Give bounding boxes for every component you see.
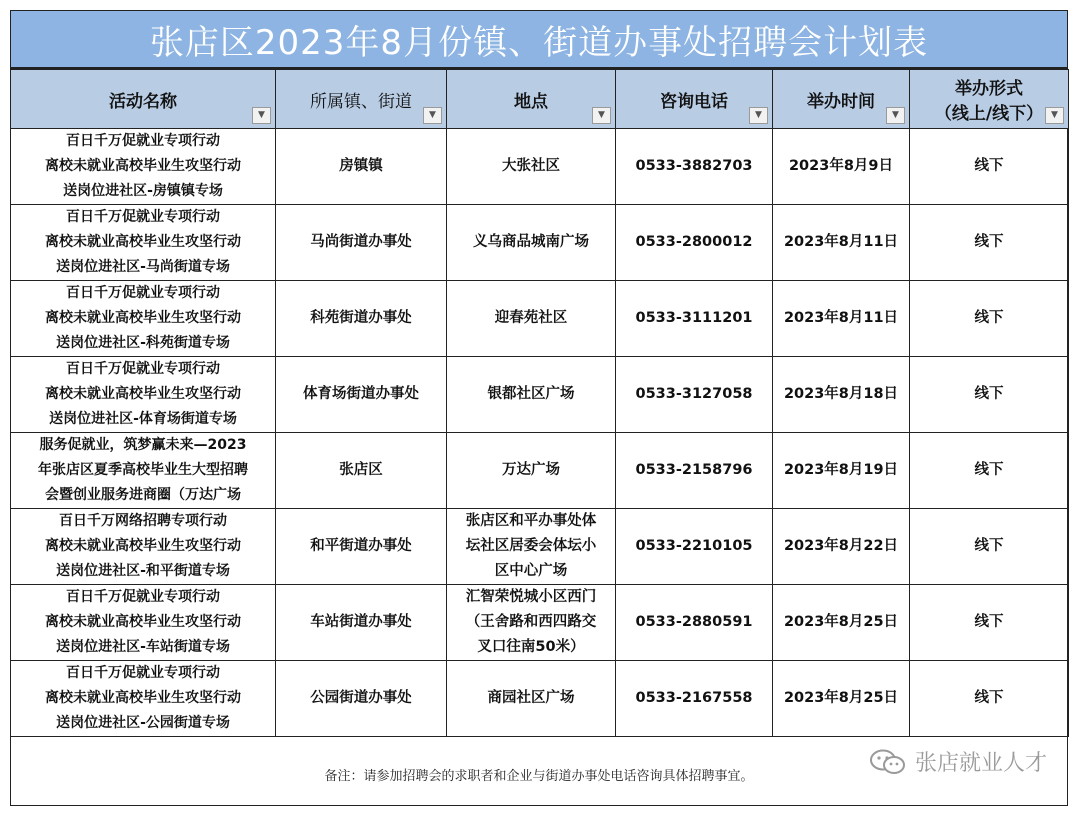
cell-town[interactable] xyxy=(276,357,447,433)
table-row xyxy=(11,357,1069,433)
cell-text: 2023年8月25日 xyxy=(783,690,899,706)
col-header-place[interactable] xyxy=(447,70,616,129)
col-header-label: 活动名称 xyxy=(109,91,177,112)
cell-activity-name[interactable] xyxy=(11,357,276,433)
cell-text-line: 送岗位进社区-体育场街道专场 xyxy=(49,411,237,427)
cell-date[interactable] xyxy=(773,357,910,433)
cell-place[interactable] xyxy=(447,281,616,357)
cell-date[interactable] xyxy=(773,129,910,205)
cell-form[interactable] xyxy=(910,357,1069,433)
cell-text-line: 离校未就业高校毕业生攻坚行动 xyxy=(45,690,241,706)
note-text: 备注：请参加招聘会的求职者和企业与街道办事处电话咨询具体招聘事宜。 xyxy=(324,769,754,784)
watermark-text: 张店就业人才 xyxy=(914,751,1047,776)
cell-town[interactable] xyxy=(276,509,447,585)
cell-place[interactable] xyxy=(447,357,616,433)
col-header-label: 举办时间 xyxy=(807,91,875,112)
header-row xyxy=(11,70,1069,129)
cell-text: 2023年8月19日 xyxy=(783,462,899,478)
cell-phone[interactable] xyxy=(616,509,773,585)
cell-text-line: 百日千万促就业专项行动 xyxy=(66,589,220,605)
cell-text-line: 百日千万促就业专项行动 xyxy=(66,285,220,301)
cell-date[interactable] xyxy=(773,509,910,585)
table-row xyxy=(11,205,1069,281)
cell-text: 车站街道办事处 xyxy=(310,614,412,630)
cell-text: 0533-3127058 xyxy=(635,386,753,402)
cell-text: 2023年8月25日 xyxy=(783,614,899,630)
col-header-label: 所属镇、街道 xyxy=(310,91,412,112)
watermark xyxy=(869,746,1047,777)
cell-text: 2023年8月11日 xyxy=(783,310,899,326)
cell-text-line: 区中心广场 xyxy=(494,563,568,579)
cell-phone[interactable] xyxy=(616,661,773,737)
cell-text: 0533-2210105 xyxy=(635,538,753,554)
cell-text: 0533-3111201 xyxy=(635,310,753,326)
table-row xyxy=(11,129,1069,205)
cell-date[interactable] xyxy=(773,585,910,661)
cell-text-line: 会暨创业服务进商圈（万达广场 xyxy=(45,487,241,503)
spreadsheet xyxy=(10,10,1068,806)
cell-text-line: 送岗位进社区-和平街道专场 xyxy=(56,563,230,579)
schedule-table xyxy=(10,69,1069,737)
cell-text-line: 百日千万网络招聘专项行动 xyxy=(59,513,227,529)
cell-text: 0533-2158796 xyxy=(635,462,753,478)
cell-text: 线下 xyxy=(974,310,1004,326)
col-header-phone[interactable] xyxy=(616,70,773,129)
col-header-label: 地点 xyxy=(514,91,548,112)
table-row xyxy=(11,509,1069,585)
cell-text-line: 服务促就业，筑梦赢未来—2023 xyxy=(39,437,247,453)
cell-activity-name[interactable] xyxy=(11,205,276,281)
cell-town[interactable] xyxy=(276,205,447,281)
cell-text: 线下 xyxy=(974,158,1004,174)
cell-place[interactable] xyxy=(447,661,616,737)
cell-date[interactable] xyxy=(773,661,910,737)
table-row xyxy=(11,281,1069,357)
cell-text-line: 坛社区居委会体坛小 xyxy=(465,538,597,554)
page-title: 张店区2023年8月份镇、街道办事处招聘会计划表 xyxy=(11,11,1067,69)
col-header-label: 咨询电话 xyxy=(660,91,728,112)
cell-phone[interactable] xyxy=(616,433,773,509)
cell-text: 体育场街道办事处 xyxy=(303,386,419,402)
table-body xyxy=(11,129,1069,737)
cell-activity-name[interactable] xyxy=(11,509,276,585)
cell-text: 马尚街道办事处 xyxy=(310,234,412,250)
cell-text: 0533-2880591 xyxy=(635,614,753,630)
cell-phone[interactable] xyxy=(616,129,773,205)
cell-text-line: 百日千万促就业专项行动 xyxy=(66,665,220,681)
col-header-label: （线上/线下） xyxy=(934,104,1044,124)
cell-phone[interactable] xyxy=(616,281,773,357)
cell-text: 2023年8月18日 xyxy=(783,386,899,402)
cell-form[interactable] xyxy=(910,661,1069,737)
cell-date[interactable] xyxy=(773,433,910,509)
cell-text: 公园街道办事处 xyxy=(310,690,412,706)
cell-text-line: 送岗位进社区-公园街道专场 xyxy=(56,715,230,731)
cell-text-line: 义乌商品城南广场 xyxy=(473,234,589,250)
dropdown-arrow-icon[interactable]: ▼ xyxy=(749,107,768,124)
cell-text-line: 离校未就业高校毕业生攻坚行动 xyxy=(45,614,241,630)
dropdown-arrow-icon[interactable]: ▼ xyxy=(423,107,442,124)
cell-form[interactable] xyxy=(910,129,1069,205)
cell-text: 线下 xyxy=(974,234,1004,250)
cell-text: 线下 xyxy=(974,538,1004,554)
cell-place[interactable] xyxy=(447,585,616,661)
col-header-town[interactable] xyxy=(276,70,447,129)
cell-text: 0533-2167558 xyxy=(635,690,753,706)
cell-town[interactable] xyxy=(276,585,447,661)
cell-text-line: 百日千万促就业专项行动 xyxy=(66,361,220,377)
note-row xyxy=(11,737,1067,795)
cell-form[interactable] xyxy=(910,205,1069,281)
cell-text-line: 大张社区 xyxy=(502,158,560,174)
cell-form[interactable] xyxy=(910,433,1069,509)
cell-text-line: 离校未就业高校毕业生攻坚行动 xyxy=(45,310,241,326)
cell-text-line: 送岗位进社区-车站街道专场 xyxy=(56,639,230,655)
col-header-form[interactable] xyxy=(910,70,1069,129)
cell-text-line: 迎春苑社区 xyxy=(494,310,568,326)
dropdown-arrow-icon[interactable]: ▼ xyxy=(1045,107,1064,124)
cell-place[interactable] xyxy=(447,433,616,509)
cell-text-line: 离校未就业高校毕业生攻坚行动 xyxy=(45,386,241,402)
cell-text-line: 离校未就业高校毕业生攻坚行动 xyxy=(45,234,241,250)
cell-text: 线下 xyxy=(974,614,1004,630)
cell-text-line: 张店区和平办事处体 xyxy=(465,513,597,529)
cell-form[interactable] xyxy=(910,585,1069,661)
cell-text: 2023年8月9日 xyxy=(788,158,894,174)
table-row xyxy=(11,433,1069,509)
cell-place[interactable] xyxy=(447,509,616,585)
dropdown-arrow-icon[interactable]: ▼ xyxy=(886,107,905,124)
cell-form[interactable] xyxy=(910,281,1069,357)
cell-town[interactable] xyxy=(276,129,447,205)
cell-text: 和平街道办事处 xyxy=(310,538,412,554)
dropdown-arrow-icon[interactable]: ▼ xyxy=(252,107,271,124)
cell-place[interactable] xyxy=(447,129,616,205)
cell-text-line: 离校未就业高校毕业生攻坚行动 xyxy=(45,158,241,174)
cell-text-line: 送岗位进社区-科苑街道专场 xyxy=(56,335,230,351)
cell-text: 房镇镇 xyxy=(339,158,383,174)
cell-activity-name[interactable] xyxy=(11,281,276,357)
cell-date[interactable] xyxy=(773,205,910,281)
cell-text: 0533-2800012 xyxy=(635,234,753,250)
cell-text: 线下 xyxy=(974,386,1004,402)
cell-text: 线下 xyxy=(974,690,1004,706)
cell-text-line: 商园社区广场 xyxy=(487,690,575,706)
cell-text-line: 叉口往南50米） xyxy=(477,639,585,655)
cell-text: 张店区 xyxy=(339,462,383,478)
cell-text: 线下 xyxy=(974,462,1004,478)
cell-activity-name[interactable] xyxy=(11,585,276,661)
cell-phone[interactable] xyxy=(616,357,773,433)
cell-phone[interactable] xyxy=(616,585,773,661)
cell-form[interactable] xyxy=(910,509,1069,585)
cell-phone[interactable] xyxy=(616,205,773,281)
col-header-activity[interactable] xyxy=(11,70,276,129)
cell-town[interactable] xyxy=(276,433,447,509)
wechat-icon xyxy=(869,749,907,775)
cell-text-line: 银都社区广场 xyxy=(487,386,575,402)
cell-text: 2023年8月22日 xyxy=(783,538,899,554)
cell-activity-name[interactable] xyxy=(11,433,276,509)
cell-text-line: 万达广场 xyxy=(502,462,560,478)
cell-date[interactable] xyxy=(773,281,910,357)
cell-text: 0533-3882703 xyxy=(635,158,753,174)
cell-place[interactable] xyxy=(447,205,616,281)
table-row xyxy=(11,661,1069,737)
cell-activity-name[interactable] xyxy=(11,129,276,205)
cell-text: 科苑街道办事处 xyxy=(310,310,412,326)
col-header-label: 举办形式 xyxy=(955,79,1023,99)
cell-text-line: 年张店区夏季高校毕业生大型招聘 xyxy=(38,462,248,478)
cell-town[interactable] xyxy=(276,281,447,357)
cell-town[interactable] xyxy=(276,661,447,737)
cell-text-line: 送岗位进社区-马尚街道专场 xyxy=(56,259,230,275)
cell-text-line: 汇智荣悦城小区西门 xyxy=(465,589,597,605)
table-row xyxy=(11,585,1069,661)
cell-text-line: 百日千万促就业专项行动 xyxy=(66,133,220,149)
cell-text: 2023年8月11日 xyxy=(783,234,899,250)
cell-text-line: 送岗位进社区-房镇镇专场 xyxy=(63,183,223,199)
cell-text-line: 离校未就业高校毕业生攻坚行动 xyxy=(45,538,241,554)
dropdown-arrow-icon[interactable]: ▼ xyxy=(592,107,611,124)
cell-text-line: 百日千万促就业专项行动 xyxy=(66,209,220,225)
cell-activity-name[interactable] xyxy=(11,661,276,737)
col-header-date[interactable] xyxy=(773,70,910,129)
cell-text-line: （王舍路和西四路交 xyxy=(465,614,597,630)
